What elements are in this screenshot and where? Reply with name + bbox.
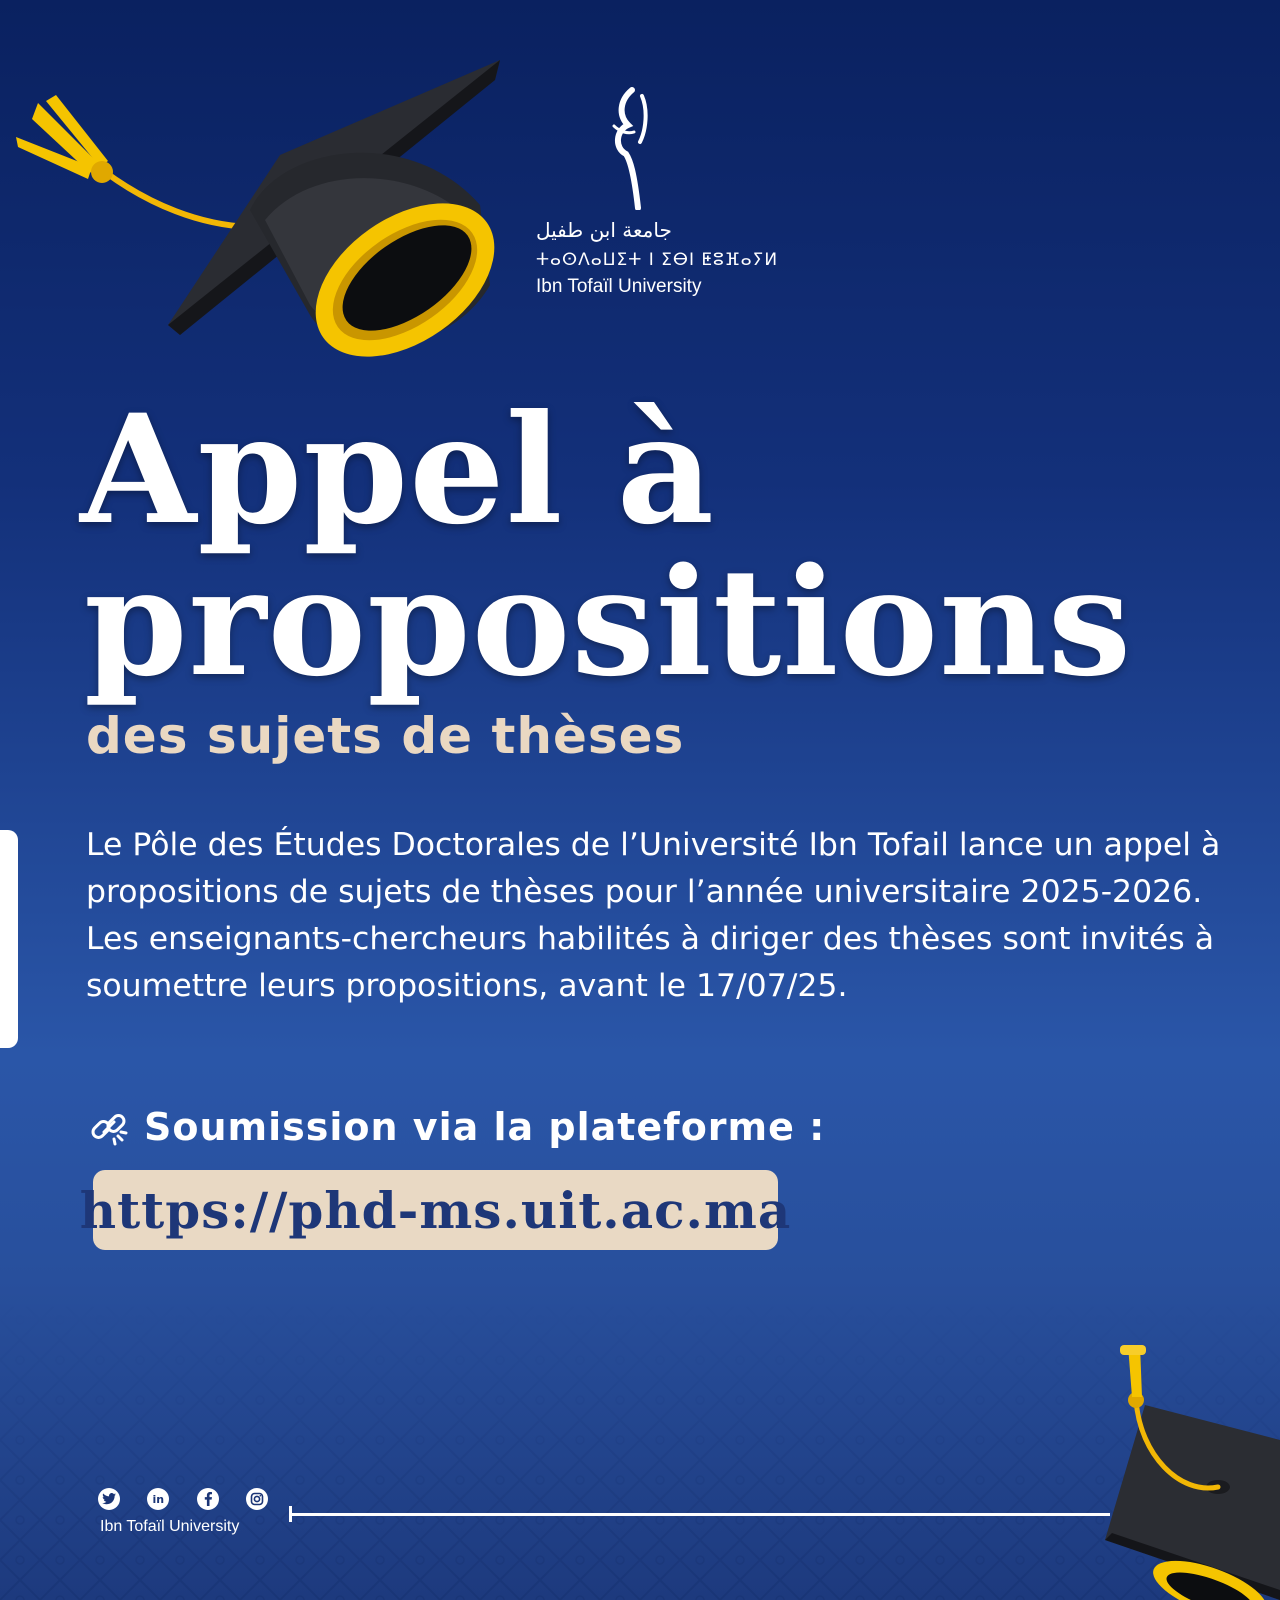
headline-subtitle: des sujets de thèses: [86, 707, 685, 765]
instagram-icon[interactable]: [246, 1488, 268, 1510]
body-paragraph-1: Le Pôle des Études Doctorales de l’Université Ibn Tofail lance un appel à propositions de sujets de thèses pour l’année universitaire 2025-2026.: [86, 827, 1221, 910]
social-links: [98, 1488, 268, 1510]
headline-line-1: Appel à: [80, 382, 715, 558]
facebook-icon[interactable]: [197, 1488, 219, 1510]
headline-line-2: propositions: [84, 535, 1133, 709]
logo-arabic-text: جامعة ابن طفيل: [536, 218, 672, 242]
submission-row: [88, 1102, 825, 1152]
graduation-cap-icon: [10, 55, 510, 375]
announcement-body: [86, 822, 1246, 1010]
submission-url-text[interactable]: https://phd-ms.uit.ac.ma: [79, 1180, 792, 1240]
footer: [98, 1488, 268, 1548]
university-emblem-icon: [590, 80, 670, 210]
logo-tifinagh-text: ⵜⴰⵙⴷⴰⵡⵉⵜ ⵏ ⵉⴱⵏ ⵟⵓⴼⴰⵢⵍ: [536, 250, 779, 270]
university-logo: [520, 80, 779, 310]
background-pattern: [0, 1300, 1280, 1600]
side-accent-tab: [0, 830, 18, 1048]
linkedin-icon[interactable]: in: [147, 1488, 169, 1510]
graduation-cap-icon: [1100, 1345, 1280, 1600]
submission-url-link[interactable]: [79, 1170, 792, 1250]
submission-label: Soumission via la plateforme :: [144, 1105, 826, 1149]
body-paragraph-2: Les enseignants-chercheurs habilités à diriger des thèses sont invités à soumettre leurs propositions, avant le 17/07/25.: [86, 921, 1215, 1004]
footer-university-name: Ibn Tofaïl University: [100, 1518, 240, 1535]
twitter-icon[interactable]: [98, 1488, 120, 1510]
logo-english-text: Ibn Tofaïl University: [536, 276, 702, 297]
link-icon: [88, 1106, 130, 1148]
footer-divider-line: [290, 1513, 1110, 1516]
